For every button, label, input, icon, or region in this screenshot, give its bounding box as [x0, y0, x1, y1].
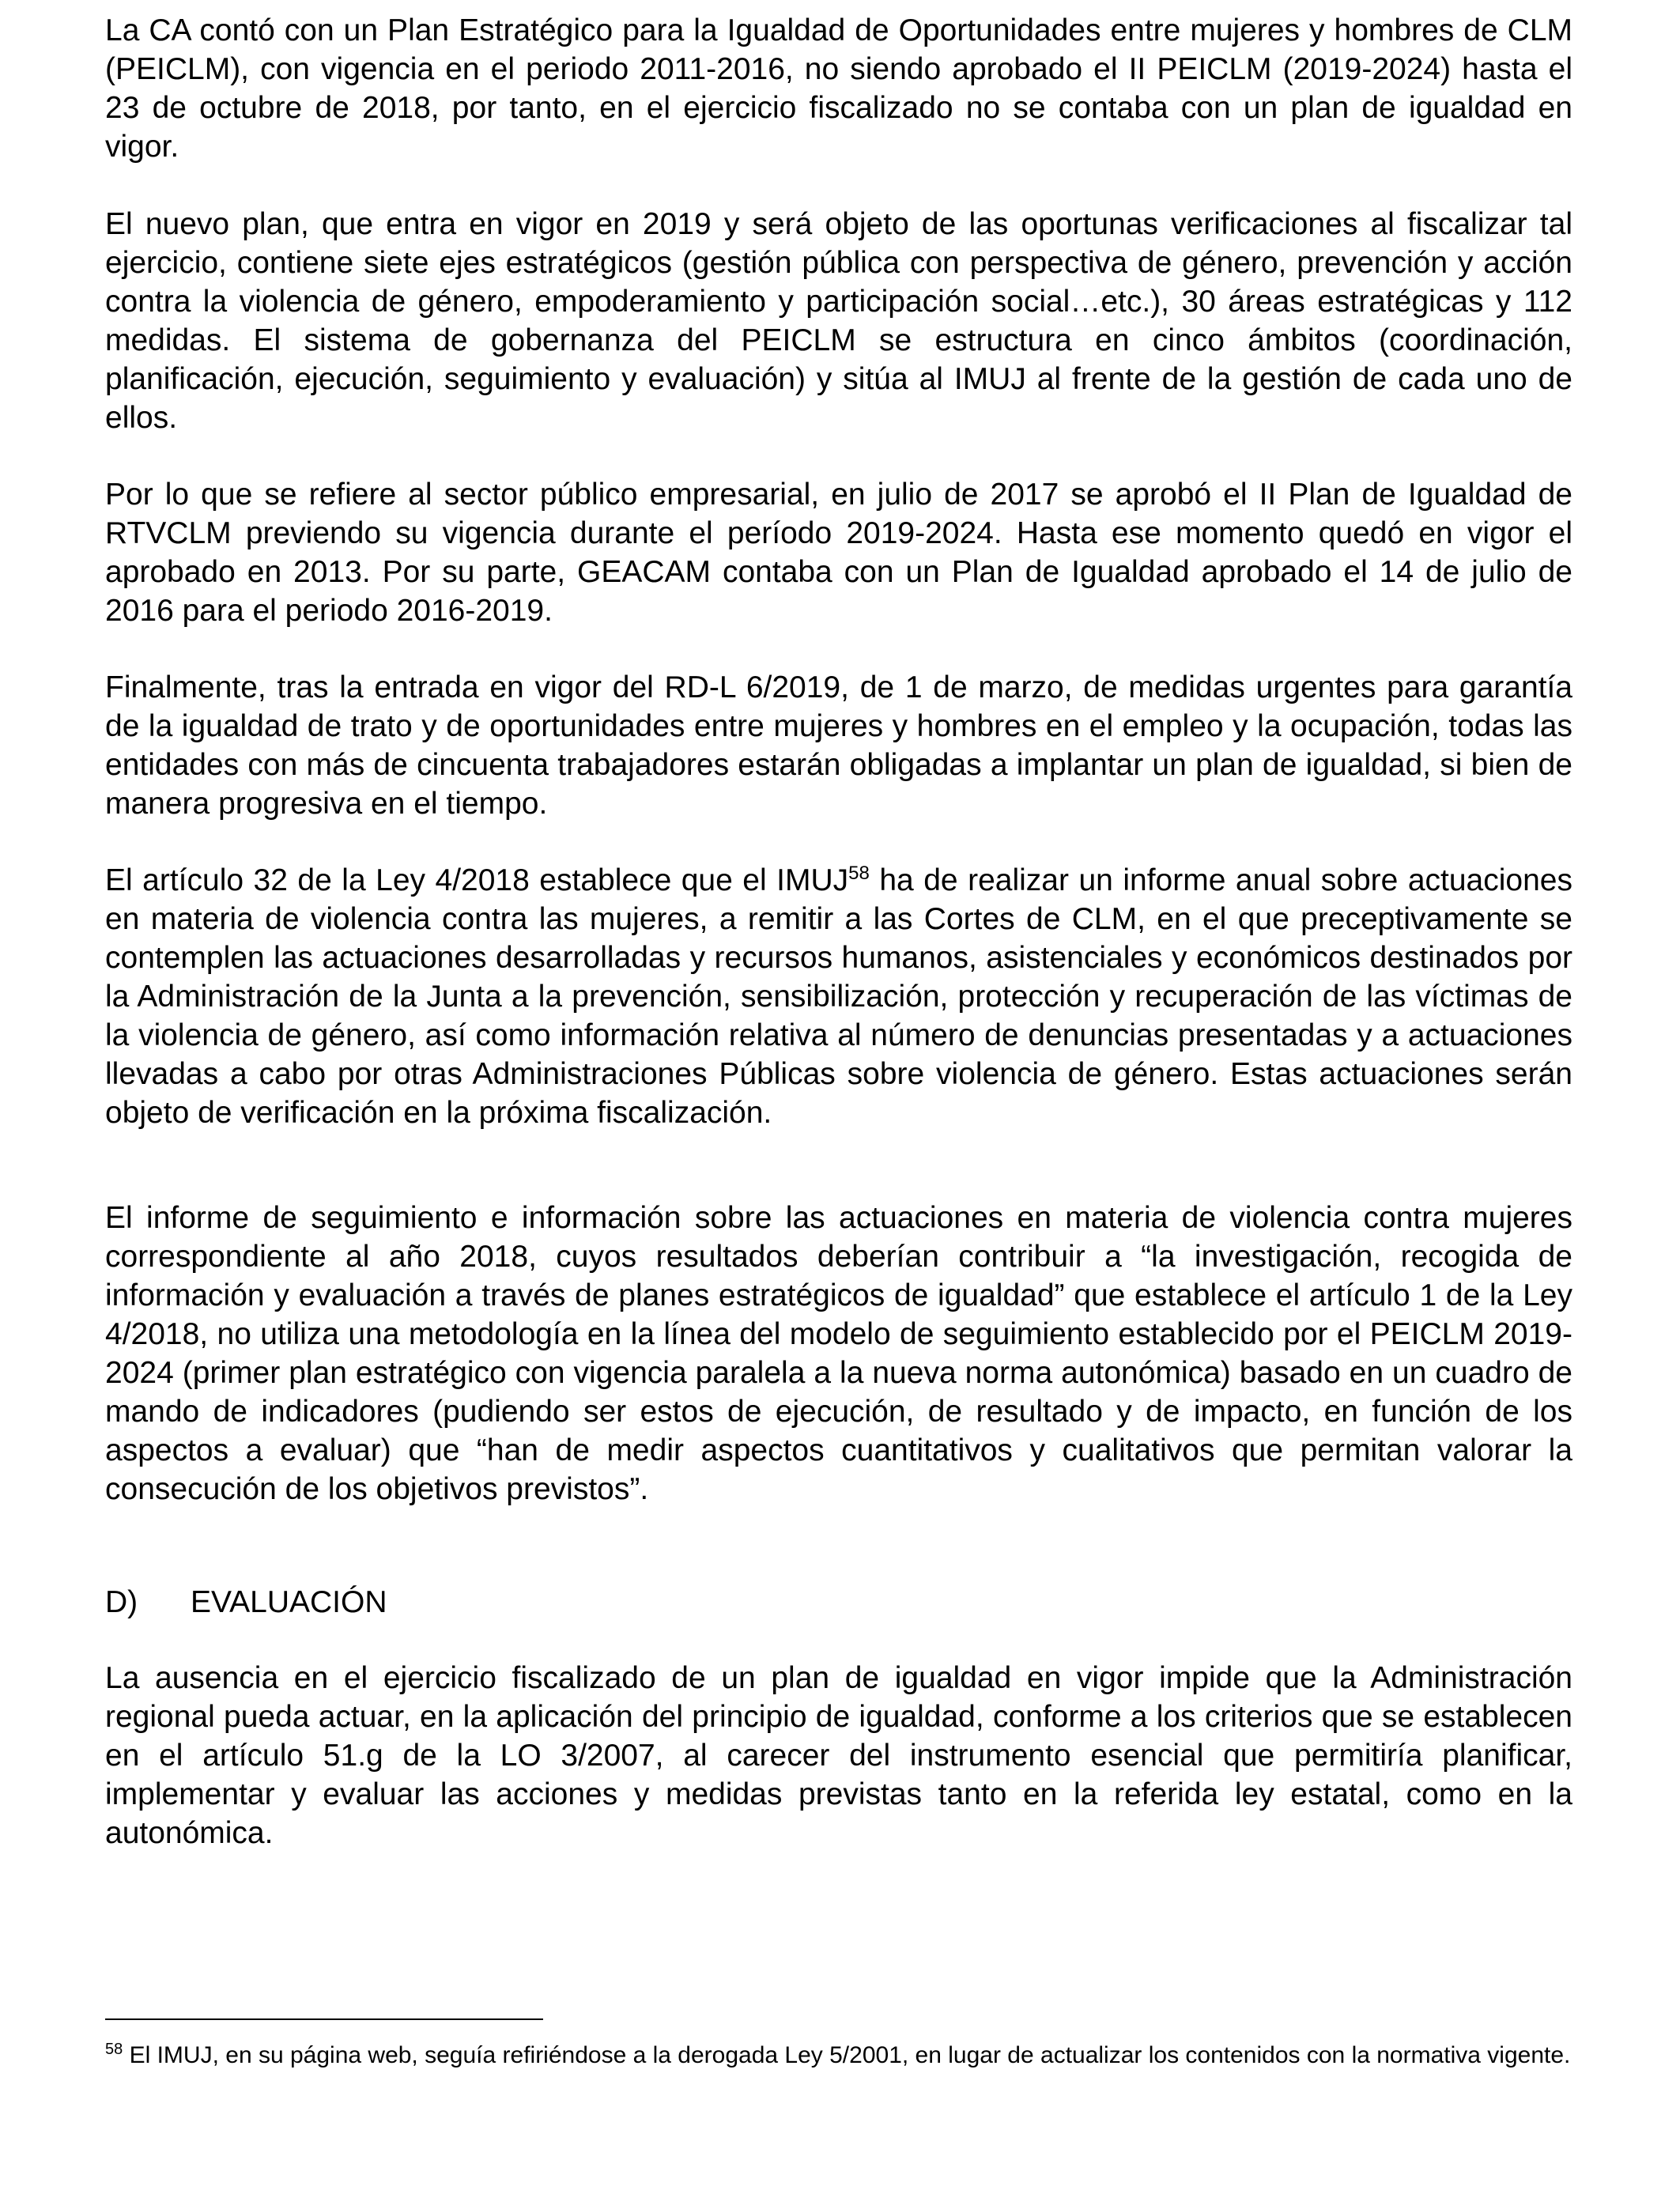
section-title: EVALUACIÓN: [191, 1585, 387, 1619]
footnote-text: El IMUJ, en su página web, seguía refiriéndose a la derogada Ley 5/2001, en lugar de actualizar los contenidos con la normativa vigente.: [123, 2042, 1571, 2068]
paragraph-articulo-32: [105, 861, 1572, 1132]
paragraph-ausencia-plan: La ausencia en el ejercicio fiscalizado de un plan de igualdad en vigor impide que la Administración regional pueda actuar, en la aplicación del principio de igualdad, conforme a los criterios que se establecen en el artículo 51.g de la LO 3/2007, al carecer del instrumento esencial que permitiría planificar, implementar y evaluar las acciones y medidas previstas tanto en la referida ley estatal, como en la autonómica.: [105, 1661, 1572, 1850]
paragraph-nuevo-plan: El nuevo plan, que entra en vigor en 2019 y será objeto de las oportunas verificaciones al fiscalizar tal ejercicio, contiene siete ejes estratégicos (gestión pública con perspectiva de género, prevención y acción contra la violencia de género, empoderamiento y participación social…etc.), 30 áreas estratégicas y 112 medidas. El sistema de gobernanza del PEICLM se estructura en cinco ámbitos (coordinación, planificación, ejecución, seguimiento y evaluación) y sitúa al IMUJ al frente de la gestión de cada uno de ellos.: [105, 207, 1572, 435]
paragraph-articulo-32-start: El artículo 32 de la Ley 4/2018 establece que el IMUJ: [105, 863, 849, 897]
section-heading-evaluacion: [105, 1583, 387, 1622]
footnote-reference-58[interactable]: 58: [848, 863, 870, 884]
footnote-number: 58: [105, 2041, 123, 2058]
paragraph-rdl-6-2019: Finalmente, tras la entrada en vigor del RD-L 6/2019, de 1 de marzo, de medidas urgentes para garantía de la igualdad de trato y de oportunidades entre mujeres y hombres en el empleo y la ocupación, todas las entidades con más de cincuenta trabajadores estarán obligadas a implantar un plan de igualdad, si bien de manera progresiva en el tiempo.: [105, 670, 1572, 821]
paragraph-sector-empresarial: Por lo que se refiere al sector público empresarial, en julio de 2017 se aprobó el II Plan de Igualdad de RTVCLM previendo su vigencia durante el período 2019-2024. Hasta ese momento quedó en vigor el aprobado en 2013. Por su parte, GEACAM contaba con un Plan de Igualdad aprobado el 14 de julio de 2016 para el periodo 2016-2019.: [105, 478, 1572, 628]
document-page: [105, 0, 1572, 2194]
paragraph-articulo-32-end: ha de realizar un informe anual sobre actuaciones en materia de violencia contra las mujeres, a remitir a las Cortes de CLM, en el que preceptivamente se contemplen las actuaciones desarrolladas y recursos humanos, asistenciales y económicos destinados por la Administración de la Junta a la prevención, sensibilización, protección y recuperación de las víctimas de la violencia de género, así como información relativa al número de denuncias presentadas y a actuaciones llevadas a cabo por otras Administraciones Públicas sobre violencia de género. Estas actuaciones serán objeto de verificación en la próxima fiscalización.: [105, 863, 1572, 1130]
footnote-58: [105, 2040, 1572, 2071]
footnote-separator: [105, 2018, 543, 2020]
paragraph-plan-estrategico: La CA contó con un Plan Estratégico para la Igualdad de Oportunidades entre mujeres y hombres de CLM (PEICLM), con vigencia en el periodo 2011-2016, no siendo aprobado el II PEICLM (2019-2024) hasta el 23 de octubre de 2018, por tanto, en el ejercicio fiscalizado no se contaba con un plan de igualdad en vigor.: [105, 13, 1572, 164]
paragraph-informe-seguimiento: El informe de seguimiento e información sobre las actuaciones en materia de violencia contra mujeres correspondiente al año 2018, cuyos resultados deberían contribuir a “la investigación, recogida de información y evaluación a través de planes estratégicos de igualdad” que establece el artículo 1 de la Ley 4/2018, no utiliza una metodología en la línea del modelo de seguimiento establecido por el PEICLM 2019-2024 (primer plan estratégico con vigencia paralela a la nueva norma autonómica) basado en un cuadro de mando de indicadores (pudiendo ser estos de ejecución, de resultado y de impacto, en función de los aspectos a evaluar) que “han de medir aspectos cuantitativos y cualitativos que permitan valorar la consecución de los objetivos previstos”.: [105, 1201, 1572, 1506]
section-letter: D): [105, 1585, 138, 1619]
